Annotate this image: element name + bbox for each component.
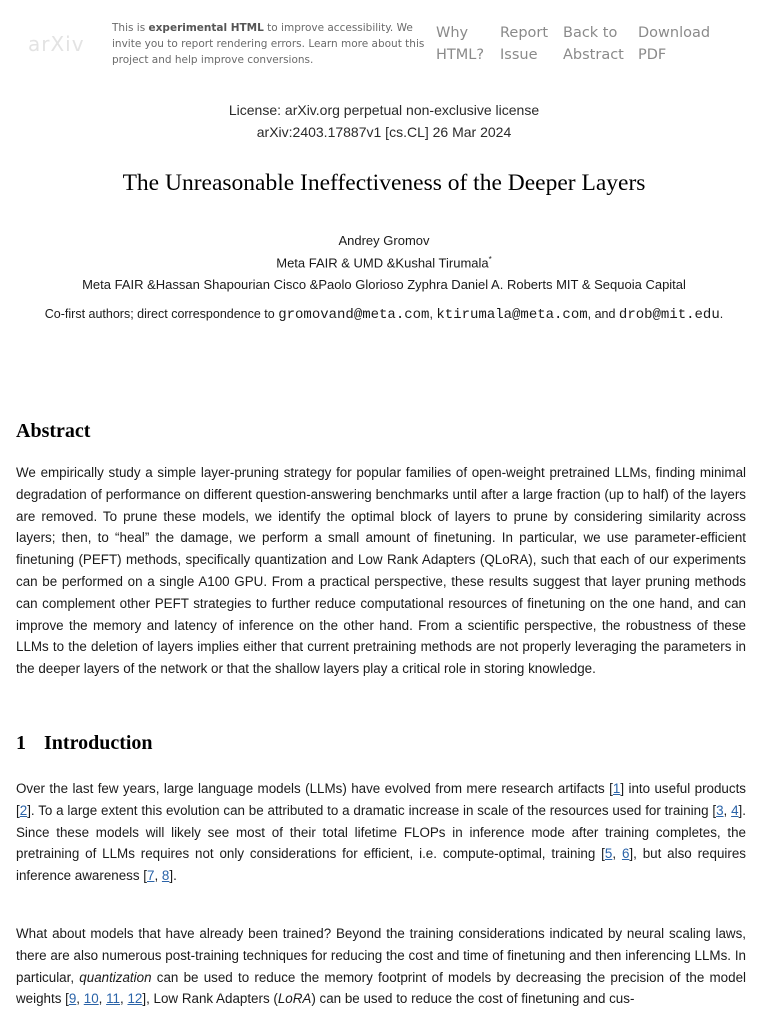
citation-link[interactable]: 12 (127, 991, 143, 1007)
correspondence-suffix: . (719, 307, 724, 321)
author-line-2 (0, 255, 768, 270)
intro-p1-text: Over the last few years, large language models (LLMs) have evolved from mere research artifacts [ (16, 781, 613, 796)
correspondence-sep-1: , (429, 307, 437, 321)
correspondence-prefix: Co-first authors; direct correspondence to (44, 307, 279, 321)
author-line-3: Meta FAIR &Hassan Shapourian Cisco &Paolo Glorioso Zyphra Daniel A. Roberts MIT & Sequoia Capital (82, 277, 686, 292)
report-issue-link[interactable]: Report Issue (500, 25, 549, 63)
citation-link[interactable]: 9 (68, 991, 77, 1007)
intro-paragraph-1 (16, 778, 746, 887)
intro-p1-text: , (612, 846, 622, 862)
notice-bold: experimental HTML (148, 22, 264, 34)
intro-p2-text: can be used to reduce the memory footprint of models by decreasing the precision of the model weights [ (16, 969, 746, 1007)
abstract-text: We empirically study a simple layer-pruning strategy for popular families of open-weight pretrained LLMs, finding minimal degradation of performance on different question-answering benchmarks until after a large fraction (up to half) of the layers are removed. To prune these models, we identify the optimal block of layers to prune by considering similarity across layers; then, to “heal” the damage, we perform a small amount of finetuning. In particular, we use parameter-efficient finetuning (PEFT) methods, specifically quantization and Low Rank Adapters (QLoRA), such that each of our experiments can be performed on a single A100 GPU. From a practical perspective, these results suggest that layer pruning methods can complement other PEFT strategies to further reduce computational resources of finetuning on the one hand, and can improve the memory and latency of inference on the other hand. From a scientific perspective, the robustness of these LLMs to the deletion of layers implies either that current pretraining methods are not properly leveraging the parameters in the deeper layers of the network or that the shallow layers play a critical role in storing knowledge. (16, 465, 746, 677)
citation-link[interactable]: 4 (731, 802, 739, 818)
why-html-link[interactable]: Why HTML? (436, 25, 485, 63)
intro-p2-text: ], Low Rank Adapters ( (142, 991, 278, 1007)
citation-link[interactable]: 3 (716, 802, 724, 818)
citation-link[interactable]: 10 (83, 991, 99, 1007)
html-notice-header (0, 0, 768, 80)
abstract-heading: Abstract (16, 420, 91, 442)
section-number: 1 (16, 732, 26, 754)
intro-p2-text: What about models that have already been trained? Beyond the training considerations indicated by neural scaling laws, there are also numerous post-training techniques for reducing the cost and time of finetuning and then inferencing LLMs. In particular, (16, 926, 746, 985)
correspondence-note (0, 307, 768, 323)
citation-link[interactable]: 8 (161, 868, 170, 884)
arxiv-logo[interactable]: arXiv (28, 32, 85, 56)
paper-title: The Unreasonable Ineffectiveness of the Deeper Layers (122, 170, 646, 196)
email-roberts: drob@mit.edu (618, 307, 720, 323)
introduction-heading (16, 732, 153, 755)
intro-p1-text: ]. To a large extent this evolution can be attributed to a dramatic increase in scale of the resources used for training [ (27, 802, 717, 818)
emphasis-lora: LoRA (277, 991, 312, 1007)
intro-p1-text: , (154, 868, 162, 884)
author-line-2-text: Meta FAIR & UMD &Kushal Tirumala (276, 255, 489, 271)
intro-p2-text: , (76, 991, 84, 1007)
email-tirumala: ktirumala@meta.com (436, 307, 588, 323)
intro-paragraph-2 (16, 923, 746, 1010)
intro-p1-text: ]. Since these models will likely see most of their total lifetime FLOPs in inference mode after training completes, the pretraining of LLMs requires not only considerations for efficient, i.e. compute-optimal, training [ (16, 802, 746, 862)
experimental-html-notice (112, 20, 426, 68)
correspondence-sep-2: , and (587, 307, 619, 321)
section-title: Introduction (44, 732, 153, 754)
license-line: License: arXiv.org perpetual non-exclusive license (228, 102, 540, 118)
intro-p1-text: ], but also requires inference awareness [ (16, 846, 746, 884)
intro-p2-text: , (120, 991, 128, 1007)
emphasis-quantization: quantization (79, 969, 152, 985)
intro-p1-text: ]. (169, 868, 177, 884)
intro-p2-text: ) can be used to reduce the cost of finetuning and cus- (311, 991, 635, 1007)
citation-link[interactable]: 1 (612, 781, 621, 796)
download-pdf-link[interactable]: Download PDF (638, 25, 711, 63)
author-footnote-mark: * (488, 255, 492, 264)
intro-p2-text: , (98, 991, 107, 1007)
citation-link[interactable]: 2 (19, 802, 28, 818)
citation-link[interactable]: 11 (106, 991, 121, 1007)
citation-link[interactable]: 7 (147, 868, 155, 884)
intro-p1-text: , (723, 802, 732, 818)
back-to-abstract-link[interactable]: Back to Abstract (563, 25, 624, 63)
author-line-1: Andrey Gromov (338, 233, 430, 248)
notice-text: to improve accessibility. We invite you to report rendering errors. Learn more about this project and help improve conversions. (112, 22, 425, 66)
email-gromov: gromovand@meta.com (278, 307, 430, 323)
intro-p1-text: ] into useful products [ (16, 781, 746, 818)
arxiv-id-line: arXiv:2403.17887v1 [cs.CL] 26 Mar 2024 (256, 124, 512, 140)
citation-link[interactable]: 6 (621, 846, 630, 862)
citation-link[interactable]: 5 (604, 846, 613, 862)
notice-prefix: This is (112, 22, 149, 34)
